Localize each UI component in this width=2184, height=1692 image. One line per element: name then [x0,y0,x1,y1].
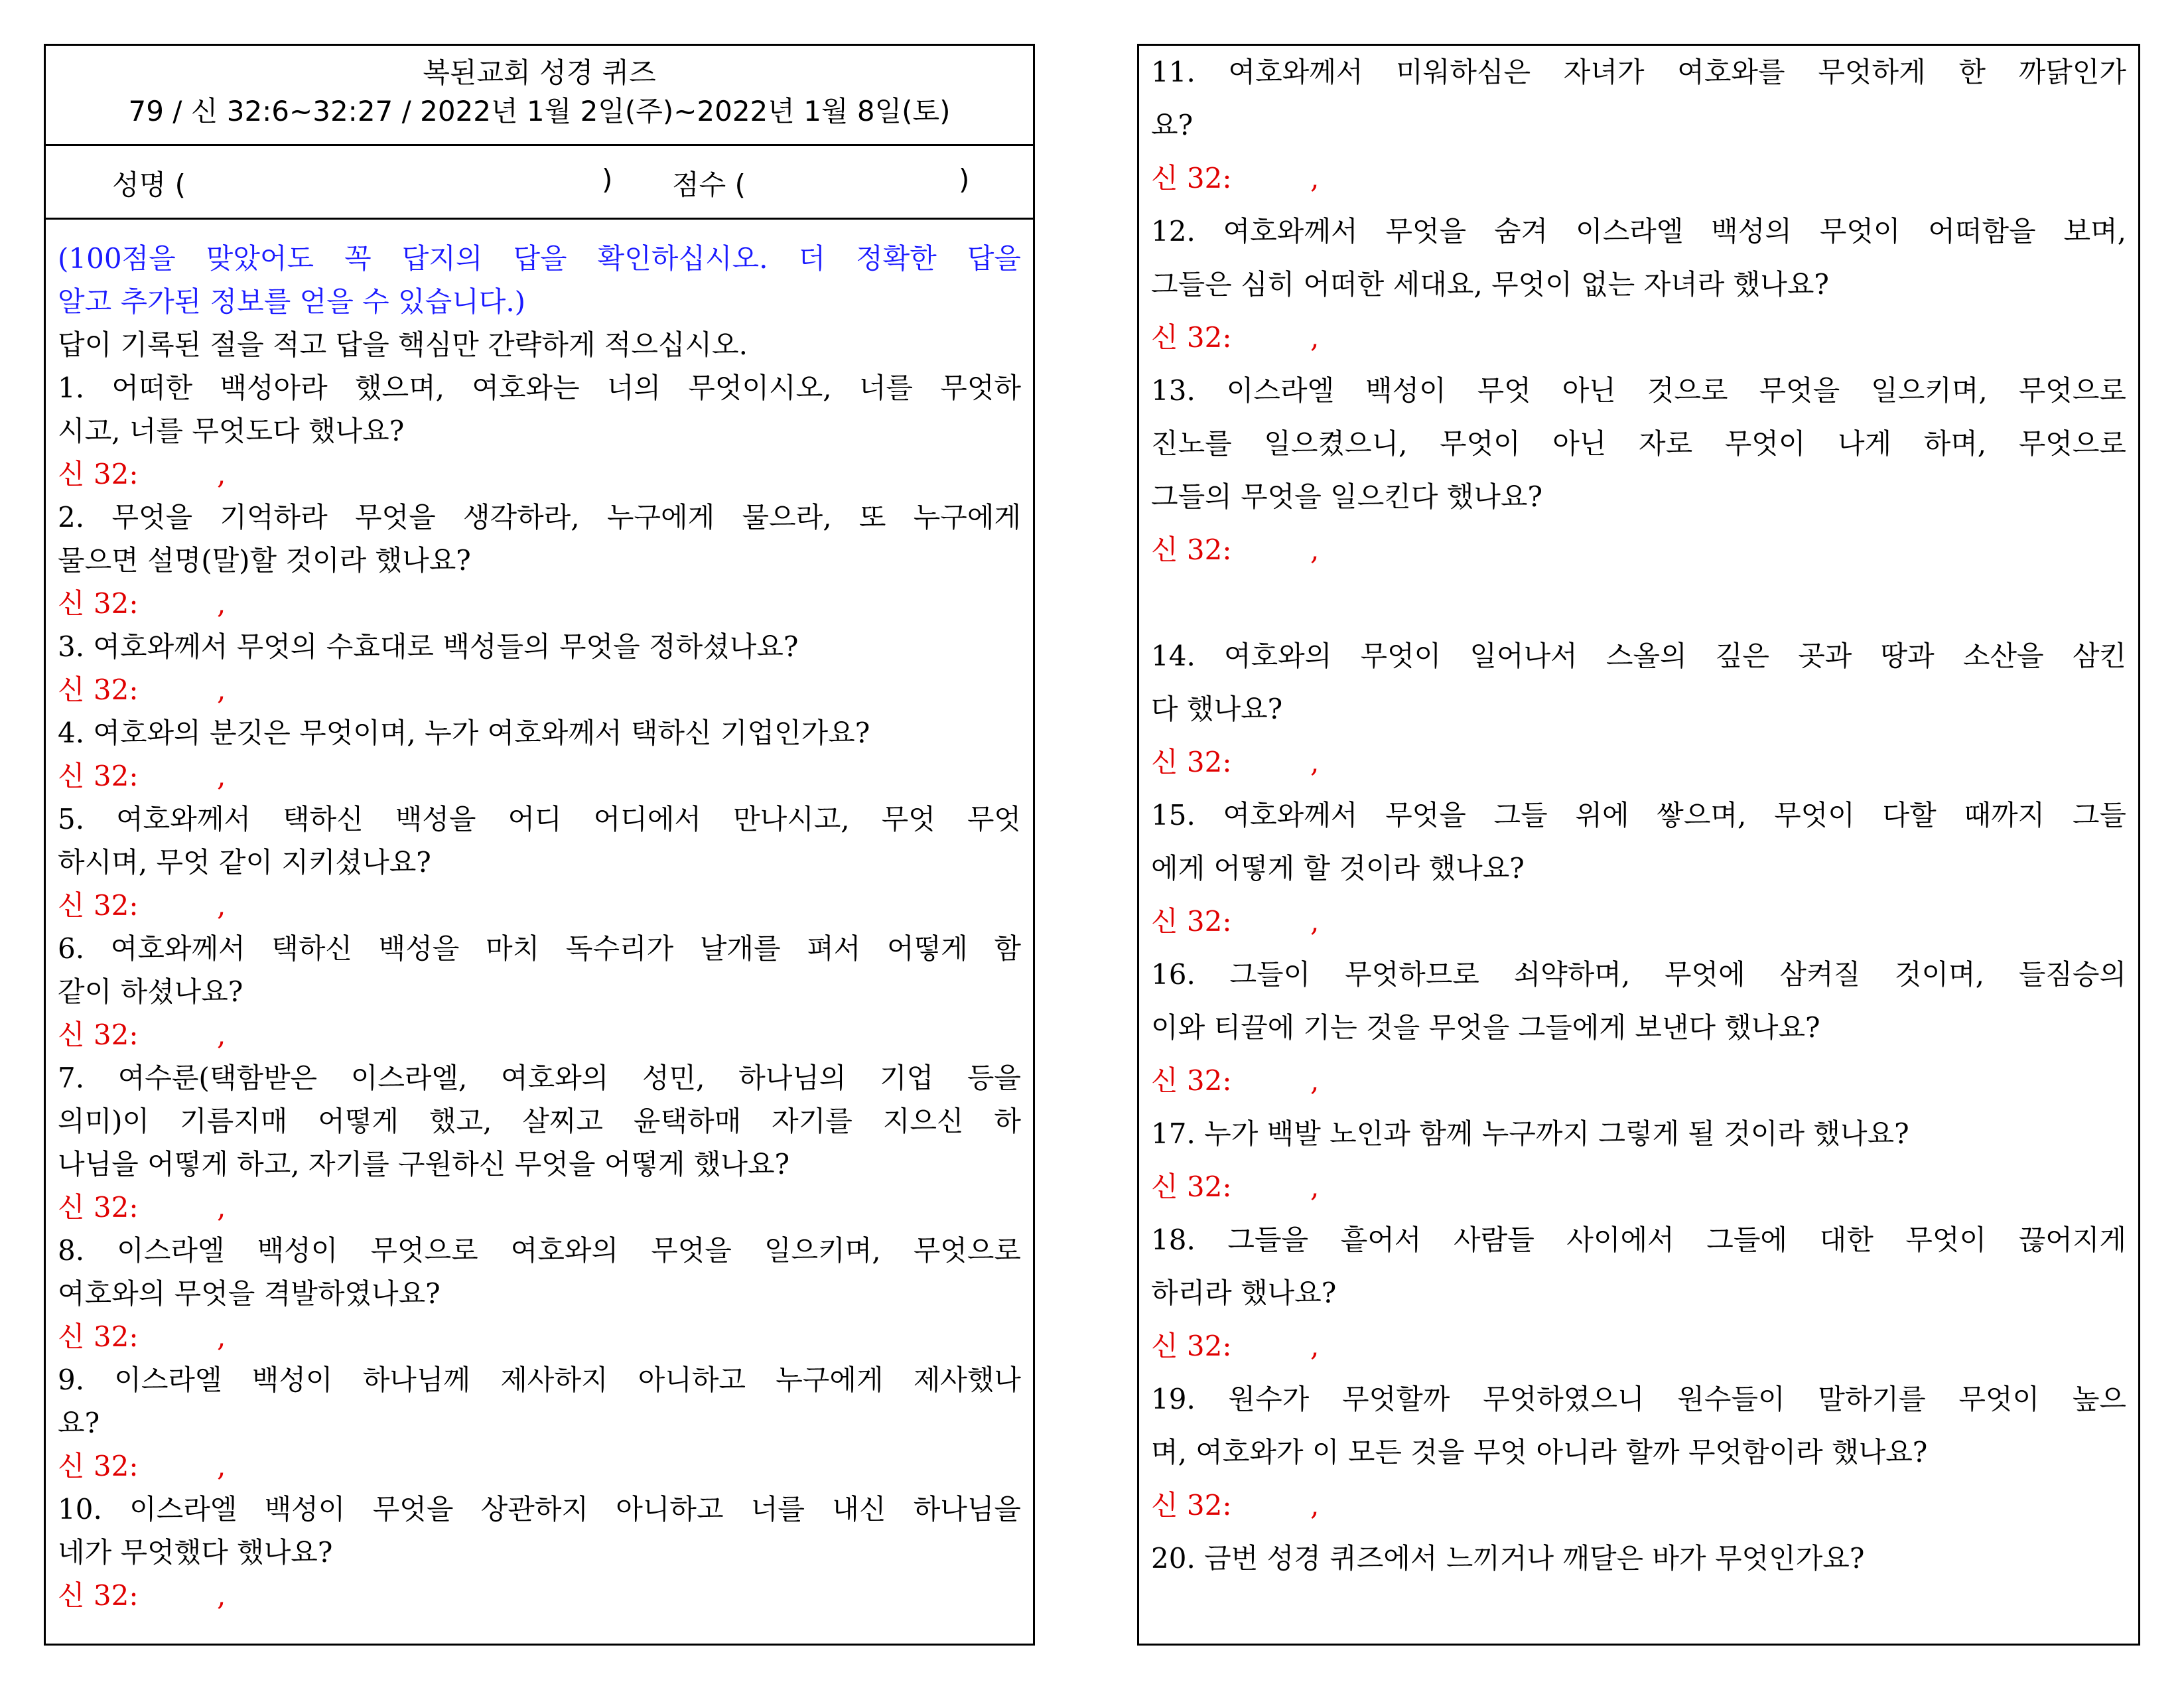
answer-prefix: 신 32: [1151,905,1232,938]
question-item [1151,1373,2126,1532]
question-item [58,1056,1021,1229]
question-item [1151,1107,2126,1214]
question-text: 4. 여호와의 분깃은 무엇이며, 누가 여호와께서 택하신 기업인가요? [58,717,870,749]
question-item [58,927,1021,1056]
final-question: 20. 금번 성경 퀴즈에서 느끼거나 깨달은 바가 무엇인가요? [1151,1542,1865,1575]
question-text: 진노를 일으켰으니, 무엇이 아닌 자로 무엇이 나게 하며, 무엇으로 [1151,427,2126,460]
question-text: 그들은 심히 어떠한 세대요, 무엇이 없는 자녀라 했나요? [1151,268,1829,301]
answer-line [58,884,1021,927]
answer-prefix: 신 32: [58,1450,139,1482]
quiz-subtitle: 79 / 신 32:6~32:27 / 2022년 1월 2일(주)~2022년 1월 8일(토) [128,95,951,127]
answer-comma: , [217,587,226,620]
answer-comma: , [217,1320,226,1353]
question-text: 이와 티끌에 기는 것을 무엇을 그들에게 보낸다 했나요? [1151,1011,1820,1044]
question-text: 5. 여호와께서 택하신 백성을 어디 어디에서 만나시고, 무엇 무엇 [58,803,1021,835]
question-text: 여호와의 무엇을 격발하였나요? [58,1277,441,1310]
name-label: 성명 ( [112,169,186,201]
answer-prefix: 신 32: [58,1019,139,1051]
question-text: 3. 여호와께서 무엇의 수효대로 백성들의 무엇을 정하셨나요? [58,630,799,663]
answer-prefix: 신 32: [58,889,139,922]
question-text: 6. 여호와께서 택하신 백성을 마치 독수리가 날개를 펴서 어떻게 함 [58,932,1021,965]
question-item [58,625,1021,711]
question-item [58,496,1021,625]
left-panel [44,44,1035,1646]
question-text: 18. 그들을 흩어서 사람들 사이에서 그들에 대한 무엇이 끊어지게 [1151,1224,2126,1256]
question-text: 시고, 너를 무엇도다 했나요? [58,415,405,447]
question-text: 며, 여호와가 이 모든 것을 무엇 아니라 할까 무엇함이라 했나요? [1151,1436,1928,1468]
answer-line [1151,895,2126,948]
answer-line [1151,1479,2126,1532]
answer-prefix: 신 32: [1151,1064,1232,1097]
answer-comma: , [217,673,226,706]
answer-line [58,1013,1021,1056]
question-item [58,798,1021,927]
answer-line [58,668,1021,711]
question-text: 같이 하셨나요? [58,975,243,1008]
question-text: 에게 어떻게 할 것이라 했나요? [1151,852,1525,884]
answer-comma: , [1310,905,1320,938]
left-content [46,220,1033,1617]
question-text: 16. 그들이 무엇하므로 쇠약하며, 무엇에 삼켜질 것이며, 들짐승의 [1151,958,2126,991]
question-item [58,366,1021,496]
answer-prefix: 신 32: [58,673,139,706]
answer-prefix: 신 32: [58,587,139,620]
answer-comma: , [217,1579,226,1612]
score-label: 점수 ( [672,169,746,201]
answer-comma: , [1310,1170,1320,1203]
answer-prefix: 신 32: [1151,321,1232,354]
question-text: 요? [58,1407,100,1439]
question-item [58,711,1021,798]
answer-comma: , [217,458,226,490]
question-text: 15. 여호와께서 무엇을 그들 위에 쌓으며, 무엇이 다할 때까지 그들 [1151,799,2126,831]
answer-line [1151,524,2126,577]
answer-prefix: 신 32: [58,458,139,490]
answer-prefix: 신 32: [1151,533,1232,566]
right-question-list [1151,46,2126,1532]
answer-comma: , [217,760,226,792]
question-item [58,1488,1021,1617]
answer-comma: , [217,1019,226,1051]
answer-line [58,1186,1021,1229]
question-item [1151,364,2126,577]
question-text: 네가 무엇했다 했나요? [58,1536,333,1569]
right-panel [1137,44,2140,1646]
question-text: 11. 여호와께서 미워하심은 자녀가 여호와를 무엇하게 한 까닭인가 [1151,56,2126,88]
question-item [1151,789,2126,948]
spacer [1151,577,2126,630]
question-item [1151,948,2126,1107]
notice-line: 알고 추가된 정보를 얻을 수 있습니다.) [58,285,526,318]
answer-line [1151,736,2126,789]
answer-comma: , [217,1191,226,1224]
answer-line [58,453,1021,496]
answer-comma: , [1310,1489,1320,1521]
answer-comma: , [217,889,226,922]
question-text: 8. 이스라엘 백성이 무엇으로 여호와의 무엇을 일으키며, 무엇으로 [58,1234,1021,1267]
question-text: 14. 여호와의 무엇이 일어나서 스올의 깊은 곳과 땅과 소산을 삼킨 [1151,640,2126,672]
left-question-list [58,366,1021,1617]
question-text: 13. 이스라엘 백성이 무엇 아닌 것으로 무엇을 일으키며, 무엇으로 [1151,374,2126,407]
answer-comma: , [1310,321,1320,354]
notice-line: (100점을 맞았어도 꼭 답지의 답을 확인하십시오. 더 정확한 답을 [58,242,1021,275]
question-text: 19. 원수가 무엇할까 무엇하였으니 원수들이 말하기를 무엇이 높으 [1151,1383,2126,1415]
answer-prefix: 신 32: [58,1320,139,1353]
answer-line [1151,311,2126,364]
answer-line [1151,1320,2126,1373]
answer-comma: , [1310,1064,1320,1097]
answer-line [1151,1054,2126,1107]
answer-line [58,582,1021,625]
name-close: ) [602,163,613,196]
answer-comma: , [1310,1330,1320,1362]
answer-line [58,1574,1021,1617]
score-close: ) [959,163,970,196]
question-text: 하시며, 무엇 같이 지키셨나요? [58,846,431,879]
question-text: 나님을 어떻게 하고, 자기를 구원하신 무엇을 어떻게 했나요? [58,1148,790,1180]
quiz-title: 복된교회 성경 퀴즈 [423,56,656,89]
question-text: 17. 누가 백발 노인과 함께 누구까지 그렇게 될 것이라 했나요? [1151,1117,1909,1150]
answer-prefix: 신 32: [58,1191,139,1224]
question-item [58,1229,1021,1358]
name-score-row [46,146,1033,220]
answer-prefix: 신 32: [1151,1170,1232,1203]
answer-prefix: 신 32: [1151,1330,1232,1362]
answer-prefix: 신 32: [1151,162,1232,194]
right-content [1139,46,2138,1585]
question-item [1151,205,2126,364]
answer-line [58,754,1021,798]
question-text: 12. 여호와께서 무엇을 숨겨 이스라엘 백성의 무엇이 어떠함을 보며, [1151,215,2126,247]
answer-prefix: 신 32: [1151,1489,1232,1521]
question-text: 9. 이스라엘 백성이 하나님께 제사하지 아니하고 누구에게 제사했나 [58,1364,1021,1396]
question-item [58,1358,1021,1488]
question-text: 요? [1151,109,1194,141]
answer-comma: , [217,1450,226,1482]
answer-comma: , [1310,162,1320,194]
answer-prefix: 신 32: [1151,746,1232,778]
answer-line [1151,152,2126,205]
question-text: 물으면 설명(말)할 것이라 했나요? [58,544,471,577]
answer-line [58,1445,1021,1488]
answer-comma: , [1310,533,1320,566]
answer-prefix: 신 32: [58,1579,139,1612]
question-text: 2. 무엇을 기억하라 무엇을 생각하라, 누구에게 물으라, 또 누구에게 [58,501,1021,533]
question-text: 하리라 했나요? [1151,1277,1337,1309]
question-text: 그들의 무엇을 일으킨다 했나요? [1151,480,1543,513]
question-text: 다 했나요? [1151,693,1283,725]
question-item [1151,1214,2126,1373]
question-item [1151,630,2126,789]
answer-comma: , [1310,746,1320,778]
answer-prefix: 신 32: [58,760,139,792]
question-text: 1. 어떠한 백성아라 했으며, 여호와는 너의 무엇이시오, 너를 무엇하 [58,372,1021,404]
question-text: 의미)이 기름지매 어떻게 했고, 살찌고 윤택하매 자기를 지으신 하 [58,1105,1021,1137]
question-text: 7. 여수룬(택함받은 이스라엘, 여호와의 성민, 하나님의 기업 등을 [58,1062,1021,1094]
instruction: 답이 기록된 절을 적고 답을 핵심만 간략하게 적으십시오. [58,328,748,361]
question-text: 10. 이스라엘 백성이 무엇을 상관하지 아니하고 너를 내신 하나님을 [58,1493,1021,1525]
answer-line [1151,1161,2126,1214]
question-item [1151,46,2126,205]
answer-line [58,1315,1021,1358]
quiz-header [46,46,1033,146]
